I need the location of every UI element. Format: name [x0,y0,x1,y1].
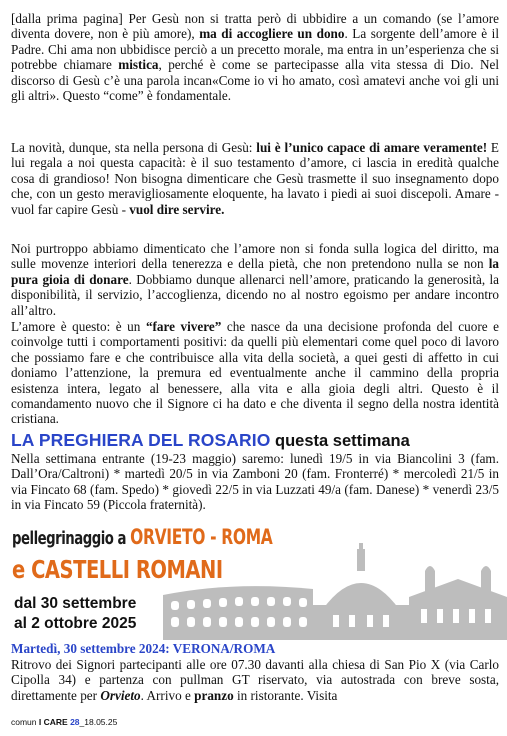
pilgrimage-dates [14,594,136,634]
text-run: “fare vivere” [145,319,222,334]
text-run: mistica [118,57,159,73]
pilgrimage-title-prefix: pellegrinaggio a [12,528,131,549]
pilgrimage-date-end: al 2 ottobre 2025 [14,615,137,632]
pilgrimage-title-line-1 [12,525,272,549]
text-run: lui è l’unico capace di amare veramente! [256,140,488,155]
text-run: che nasce da una decisione profonda del cuore e coinvolge tutti i comportamenti positivi: da quelli più elementari come quel poco di lavoro che possiamo fare e che contribuisce alla vita della società, a quei gesti di affetto in cui doniamo l’attenzione, la premura ed eventualmente anche il cammino della propria esistenza intera, legato al benessere, alla vita e alla gioia degli altri. Questo è il comandamento nuovo che il Signore ci ha dato e che diventa il segno della nostra identità cristiana. [11,319,499,427]
text-run: Orvieto [100,687,141,703]
text-run: , perché è come se partecipasse alla vita stessa di Dio. Nel discorso di Gesù c’è una parola incan«Come io vi ho amato, così amatevi anche voi gli uni gli altri». Questo “come” è fondamentale. [11,57,499,104]
text-run: . Arrivo e [140,687,195,703]
pilgrimage-date-start: dal 30 settembre [14,595,137,612]
footer-prefix: comun [11,717,37,727]
text-run: vuol dire servire. [129,201,225,217]
text-run: La novità, dunque, sta nella persona di Gesù: [11,140,257,155]
article-paragraph-1 [11,11,499,103]
text-run: in ristorante. Visita [233,687,338,703]
text-run: . Dobbiamo dunque allenarci nell’amore, praticando la generosità, la disponibilità, il servizio, l’accoglienza, dicendo no al nostro egoismo per andare incontro all’altro. [11,271,500,318]
footer-brand: I CARE [38,717,71,727]
rosary-schedule: Nella settimana entrante (19-23 maggio) saremo: lunedì 19/5 in via Biancolini 3 (fam. Dall’Ora/Caltroni) * martedì 20/5 in via Zamboni 20 (fam. Fronterré) * mercoledì 21/5 in via Fincato 68 (fam. Spedo) * giovedì 22/5 in via Luzzati 49/a (fam. Danese) * venerdì 23/5 in via Fincato 59 (Piccola fraternità). [11,451,499,513]
text-run: [dalla prima pagina] Per Gesù non si tratta però di ubbidire a un comando (se l’amore diventa dovere, non è più amore), [11,11,499,42]
text-run: Noi purtroppo abbiamo dimenticato che l’amore non si fonda sulla logica del diritto, ma sulle movenze interiori della tenerezza e della pietà, che non pretendono nulla se non [11,241,499,272]
text-run: Ritrovo dei Signori partecipanti alle ore 07.30 davanti alla chiesa di San Pio X (via Carlo Cipolla 34) e partenza con pullman GT riservato, via autostrada con breve sosta, direttamente per [11,657,499,703]
itinerary-day-title: Martedì, 30 settembre 2024: VERONA/ROMA [11,641,276,656]
itinerary-day-text [11,657,499,703]
pilgrimage-title-line-2: e CASTELLI ROMANI [12,555,223,584]
text-run: . La sorgente dell’amore è il Padre. Chi ama non ubbidisce perciò a un precetto morale, ma entra in un’esperienza che si potrebbe chiamare [11,26,499,73]
text-run: L’amore è questo: è un [11,319,146,334]
rosary-heading-main: LA PREGHIERA DEL ROSARIO [11,430,271,450]
footer-date: _18.05.25 [79,717,118,727]
rosary-heading-sub: questa settimana [270,432,410,450]
footer-issue-number: 28 [70,717,80,727]
rosary-heading [11,430,501,451]
footer-issue-line [11,717,117,727]
pilgrimage-destination: ORVIETO - ROMA [130,525,273,549]
article-paragraph-3 [11,241,499,318]
text-run: pranzo [194,687,234,703]
article-paragraph-2 [11,140,499,217]
text-run: E lui regala a noi questa capacità: è il suo testamento d’amore, ci lascia in eredità qualche cosa di grandioso! Non bisogna dimenticare che Gesù trasmette il suo insegnamento dopo che, con un gesto meravigliosamente eloquente, ha lavato i piedi ai suoi discepoli. Amare - vuol far capire Gesù - [11,140,499,217]
article-paragraph-4 [11,319,499,427]
text-run: ma di accogliere un dono [199,26,345,42]
text-run: la pura gioia di donare [11,256,499,287]
